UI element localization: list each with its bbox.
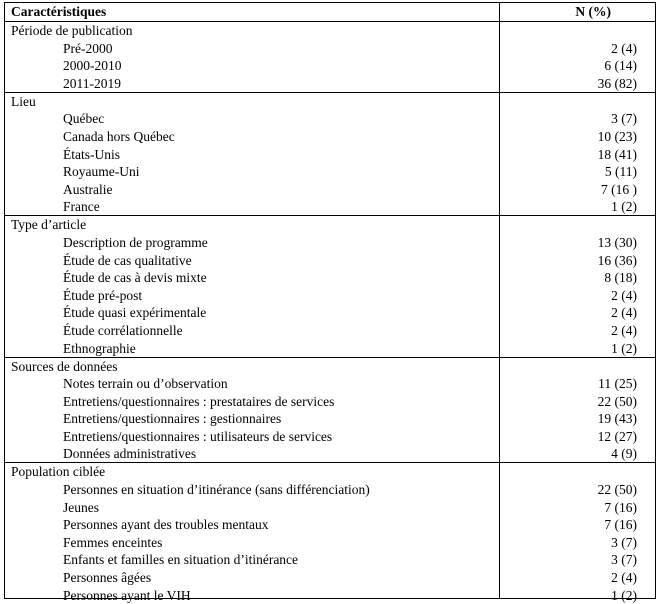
table-row [5,252,655,270]
row-value: 2 (4) [611,305,637,321]
row-value: 2 (4) [611,570,637,586]
table-row [5,410,655,428]
row-value: 3 (7) [611,534,637,550]
row-value: 2 (4) [611,40,637,56]
row-label: Étude quasi expérimentale [63,305,207,321]
section-title: Type d’article [11,217,87,233]
row-value: 13 (30) [597,234,637,250]
table-row [5,481,655,499]
row-value: 3 (7) [611,552,637,568]
row-value: 22 (50) [597,393,637,409]
table-row [5,57,655,75]
row-label: 2011-2019 [63,75,121,91]
row-value: 11 (25) [598,376,637,392]
row-label: Étude de cas à devis mixte [63,270,207,286]
table-row [5,163,655,181]
table-row [5,181,655,199]
row-value: 7 (16) [604,499,637,515]
table-row [5,75,655,92]
header-characteristics: Caractéristiques [11,4,107,19]
table-header [5,3,655,22]
row-label: Personnes en situation d’itinérance (sans différenciation) [63,482,370,498]
row-value: 2 (4) [611,287,637,303]
table-row [5,569,655,587]
table-row [5,322,655,340]
row-label: Entretiens/questionnaires : utilisateurs de services [63,428,333,444]
table-row [5,128,655,146]
section [5,22,655,93]
row-label: Royaume-Uni [63,164,140,180]
section-title-row [5,22,655,40]
row-value: 22 (50) [597,482,637,498]
section [5,358,655,464]
table-row [5,499,655,517]
row-label: Étude corrélationnelle [63,322,183,338]
section-title-row [5,216,655,234]
section-title: Population ciblée [11,464,106,480]
table-row [5,587,655,604]
section-title-row [5,93,655,111]
header-n-percent: N (%) [575,4,611,19]
table-row [5,287,655,305]
table-row [5,393,655,411]
row-label: Étude pré-post [63,287,143,303]
row-value: 18 (41) [597,146,637,162]
row-value: 6 (14) [604,58,637,74]
row-value: 19 (43) [597,411,637,427]
row-value: 7 (16 ) [601,181,637,197]
row-value: 3 (7) [611,111,637,127]
row-label: Entretiens/questionnaires : prestataires de services [63,393,335,409]
row-value: 8 (18) [604,270,637,286]
section [5,93,655,217]
row-label: Canada hors Québec [63,128,175,144]
table-row [5,110,655,128]
table-row [5,551,655,569]
row-value: 12 (27) [597,428,637,444]
row-value: 1 (2) [611,587,637,603]
row-label: Entretiens/questionnaires : gestionnaires [63,411,282,427]
row-label: Australie [63,181,113,197]
table-row [5,304,655,322]
row-label: Personnes ayant le VIH [63,587,191,603]
row-value: 2 (4) [611,322,637,338]
table-row [5,428,655,446]
row-label: Notes terrain ou d’observation [63,376,228,392]
section-title: Lieu [11,93,36,109]
row-label: Données administratives [63,446,197,462]
row-label: Étude de cas qualitative [63,252,192,268]
row-label: Pré-2000 [63,40,113,56]
row-label: 2000-2010 [63,58,122,74]
row-label: Femmes enceintes [63,534,163,550]
table-row [5,40,655,58]
row-label: Personnes ayant des troubles mentaux [63,517,269,533]
row-value: 16 (36) [597,252,637,268]
row-value: 4 (9) [611,446,637,462]
row-label: France [63,199,100,215]
section-title-row [5,463,655,481]
section [5,463,655,603]
table-row [5,269,655,287]
table-row [5,516,655,534]
row-value: 36 (82) [597,75,637,91]
characteristics-table [4,2,656,603]
table-row [5,445,655,462]
table-row [5,375,655,393]
row-label: Jeunes [63,499,99,515]
row-label: Ethnographie [63,340,136,356]
table-row [5,534,655,552]
row-value: 10 (23) [597,128,637,144]
table-row [5,340,655,357]
row-value: 1 (2) [611,199,637,215]
row-value: 7 (16) [604,517,637,533]
row-value: 5 (11) [604,164,637,180]
row-label: Description de programme [63,234,208,250]
row-value: 1 (2) [611,340,637,356]
section-title-row [5,358,655,376]
row-label: Québec [63,111,105,127]
section [5,216,655,357]
table-row [5,234,655,252]
row-label: Enfants et familles en situation d’itinérance [63,552,299,568]
row-label: Personnes âgées [63,570,152,586]
section-title: Période de publication [11,23,133,38]
table-row [5,146,655,164]
section-title: Sources de données [11,358,118,374]
table-row [5,198,655,215]
row-label: États-Unis [63,146,120,162]
table-body [5,22,655,604]
